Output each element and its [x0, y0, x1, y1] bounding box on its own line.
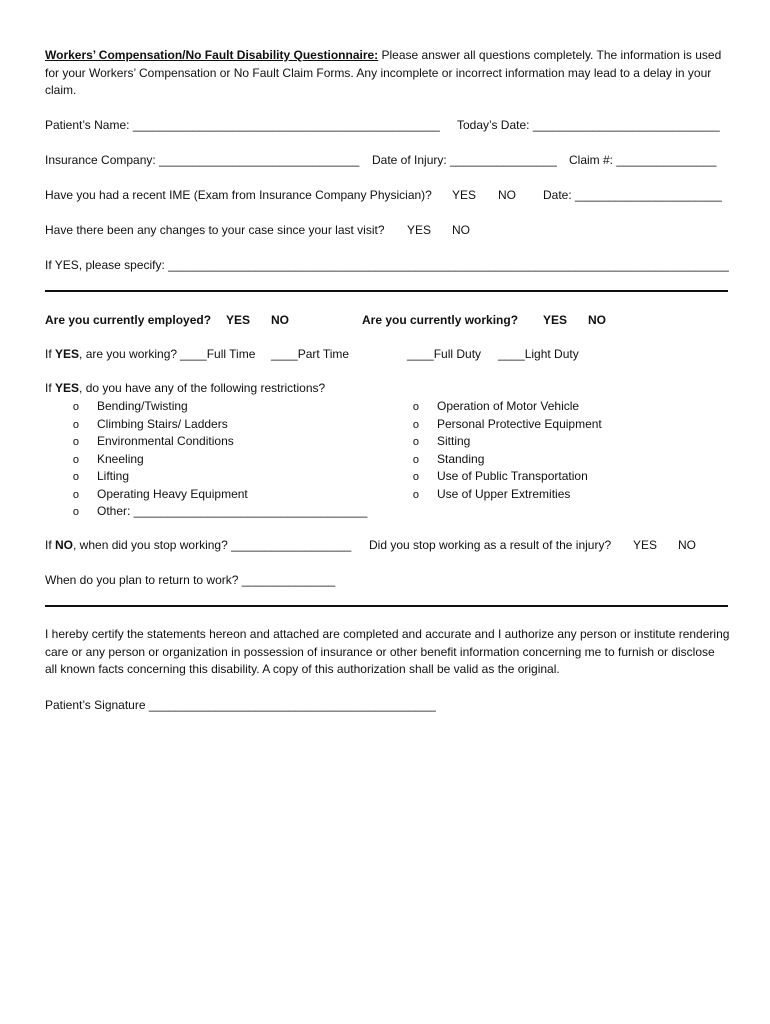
restriction-item[interactable] — [385, 433, 470, 450]
working-type-text: , are you working? — [79, 347, 178, 361]
bullet-icon: o — [72, 418, 79, 431]
bullet-icon: o — [412, 471, 419, 483]
restriction-label: Operating Heavy Equipment — [97, 486, 248, 501]
working-type-yes-emphasis: YES — [55, 347, 80, 361]
section-divider — [45, 605, 728, 607]
claim-number-field[interactable]: Claim #: _______________ — [569, 153, 717, 167]
changes-specify-field[interactable]: If YES, please specify: ____________________________________________________________________________________ — [45, 258, 729, 272]
bullet-icon: o — [72, 401, 79, 413]
restrictions-prefix: If — [45, 381, 56, 395]
restriction-label: Climbing Stairs/ Ladders — [97, 416, 228, 431]
working-yes-option[interactable]: YES — [543, 313, 568, 327]
restriction-label: Personal Protective Equipment — [437, 416, 602, 431]
bullet-icon: o — [72, 436, 79, 448]
patient-name-field[interactable]: Patient’s Name: ______________________________________________ — [45, 118, 440, 132]
restriction-item[interactable] — [45, 451, 144, 468]
stop-date-no-emphasis: NO — [55, 538, 74, 552]
date-of-injury-field[interactable]: Date of Injury: ________________ — [372, 153, 557, 167]
light-duty-option[interactable]: ____Light Duty — [498, 347, 579, 361]
restriction-label: Use of Public Transportation — [437, 469, 588, 483]
restriction-item[interactable] — [45, 433, 234, 450]
restrictions-text: , do you have any of the following restrictions? — [79, 381, 326, 395]
ime-date-field[interactable]: Date: ______________________ — [543, 188, 722, 202]
stopped-yes-option[interactable]: YES — [633, 538, 658, 552]
employed-no-option[interactable]: NO — [271, 313, 289, 327]
employed-question: Are you currently employed? — [45, 313, 212, 327]
bullet-icon: o — [72, 488, 79, 501]
restriction-label: Operation of Motor Vehicle — [437, 399, 580, 413]
restriction-item[interactable] — [45, 416, 228, 433]
bullet-icon: o — [412, 418, 419, 431]
restriction-item[interactable] — [385, 398, 579, 415]
full-time-option[interactable]: ____Full Time — [180, 347, 256, 361]
bullet-icon: o — [72, 453, 79, 466]
working-type-question — [45, 346, 177, 362]
restriction-item[interactable] — [45, 398, 188, 415]
restriction-item[interactable] — [385, 468, 588, 485]
intro-paragraph — [45, 47, 730, 100]
insurance-company-field[interactable]: Insurance Company: ______________________________ — [45, 153, 360, 167]
ime-question: Have you had a recent IME (Exam from Insurance Company Physician)? — [45, 188, 432, 202]
restriction-item-other[interactable] — [45, 503, 367, 520]
restriction-label: Use of Upper Extremities — [437, 486, 571, 501]
changes-yes-option[interactable]: YES — [407, 223, 432, 237]
stop-date-prefix: If — [45, 538, 56, 552]
employed-yes-option[interactable]: YES — [226, 313, 251, 327]
restriction-label: Bending/Twisting — [97, 399, 188, 413]
stop-date-text: , when did you stop working? __________________ — [73, 538, 352, 552]
stopped-result-question: Did you stop working as a result of the injury? — [369, 538, 612, 552]
stop-date-question[interactable] — [45, 537, 351, 553]
restriction-label: Environmental Conditions — [97, 434, 234, 448]
part-time-option[interactable]: ____Part Time — [271, 347, 350, 361]
restriction-label: Standing — [437, 451, 485, 466]
restrictions-question — [45, 380, 325, 396]
restriction-label: Kneeling — [97, 451, 144, 466]
section-divider — [45, 290, 728, 292]
stopped-no-option[interactable]: NO — [678, 538, 696, 552]
restriction-label: Sitting — [437, 434, 471, 448]
working-type-prefix: If — [45, 347, 56, 361]
changes-question: Have there been any changes to your case since your last visit? — [45, 223, 385, 237]
bullet-icon: o — [412, 488, 419, 501]
intro-text: Please answer all questions completely. The information is used for your Workers’ Compensation or No Fault Claim Forms. Any incomplete or incorrect information may lead to a delay in your claim. — [45, 48, 722, 97]
changes-no-option[interactable]: NO — [452, 223, 470, 237]
restriction-item[interactable] — [45, 468, 129, 485]
form-title: Workers’ Compensation/No Fault Disability Questionnaire: — [45, 48, 379, 62]
bullet-icon: o — [412, 453, 419, 466]
certification-text: I hereby certify the statements hereon and attached are completed and accurate and I authorize any person or institute rendering care or any person or organization in possession of insurance or other benefit information concerning me to furnish or disclose all known facts concerning this disability. A copy of this authorization shall be valid as the original. — [45, 627, 730, 676]
bullet-icon: o — [412, 401, 419, 413]
ime-no-option[interactable]: NO — [498, 188, 516, 202]
full-duty-option[interactable]: ____Full Duty — [407, 347, 482, 361]
restriction-item[interactable] — [385, 486, 570, 503]
ime-yes-option[interactable]: YES — [452, 188, 477, 202]
signature-field[interactable]: Patient’s Signature ___________________________________________ — [45, 698, 436, 712]
working-no-option[interactable]: NO — [588, 313, 606, 327]
working-question: Are you currently working? — [362, 313, 519, 327]
todays-date-field[interactable]: Today’s Date: ____________________________ — [457, 118, 720, 132]
bullet-icon: o — [412, 436, 419, 448]
bullet-icon: o — [72, 471, 79, 483]
restriction-item[interactable] — [45, 486, 248, 503]
restriction-item[interactable] — [385, 451, 484, 468]
restriction-item[interactable] — [385, 416, 602, 433]
restrictions-yes-emphasis: YES — [55, 381, 80, 395]
bullet-icon: o — [72, 506, 79, 518]
restriction-label: Lifting — [97, 469, 130, 483]
return-to-work-field[interactable]: When do you plan to return to work? ______________ — [45, 573, 336, 587]
restriction-label: Other: ___________________________________ — [97, 504, 368, 518]
